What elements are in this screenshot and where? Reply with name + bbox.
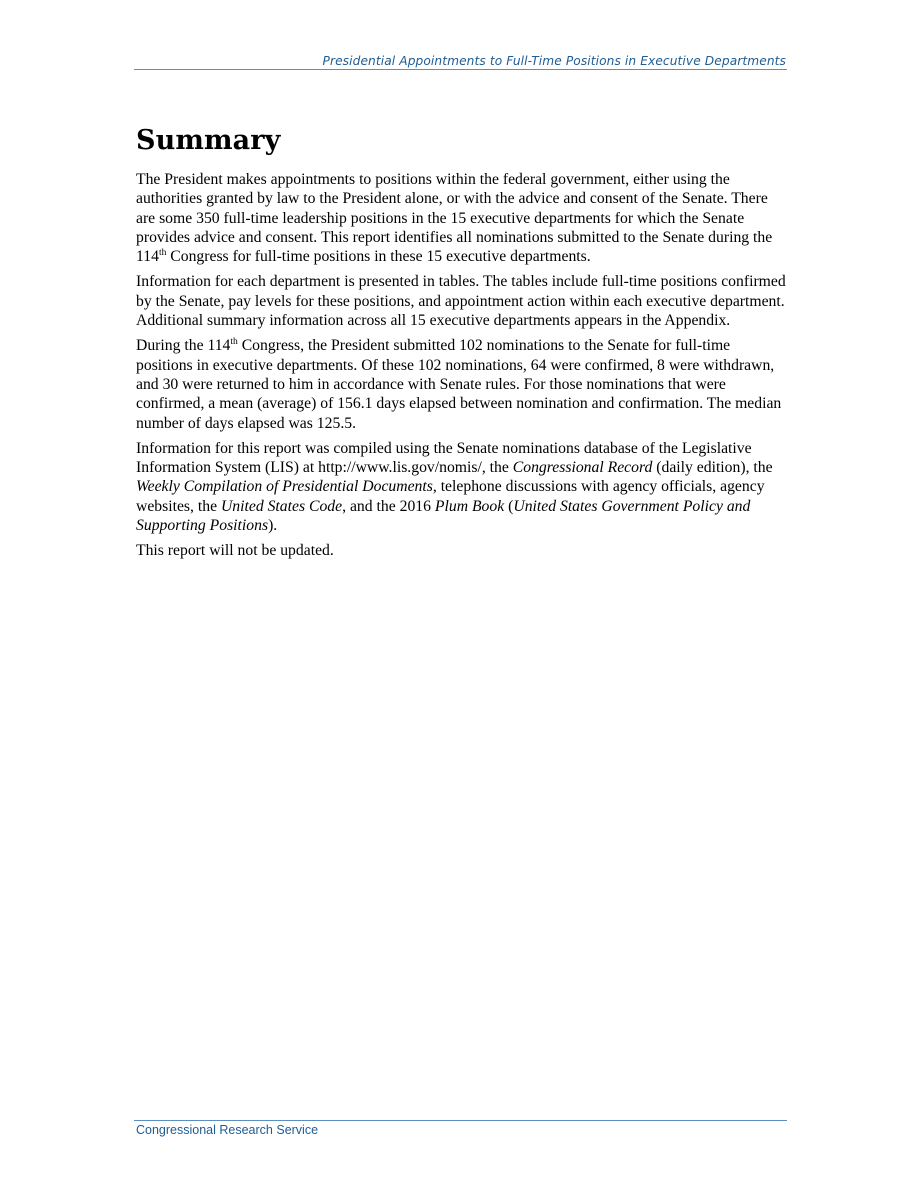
summary-paragraph-1 [136, 170, 788, 266]
paragraph-text: Information for this report was compiled using the Senate nominations database of the Legislative Information System (LIS) at http://www.lis.gov/nomis/, the [136, 439, 752, 477]
source-title-congressional-record: Congressional Record [512, 459, 653, 477]
page-title: Summary [136, 125, 281, 156]
paragraph-text: , telephone discussions with agency officials, agency websites, the [136, 478, 765, 515]
paragraph-text: During the 114 [136, 337, 231, 355]
paragraph-text: , and the 2016 [342, 497, 435, 515]
footer-divider [134, 1120, 787, 1121]
running-header: Presidential Appointments to Full-Time Positions in Executive Departments [322, 54, 786, 68]
summary-paragraph-3 [136, 336, 788, 432]
paragraph-text: ( [504, 497, 514, 515]
source-title-us-code: United States Code [220, 497, 343, 515]
paragraph-text: (daily edition), the [652, 459, 773, 477]
header-divider [134, 69, 787, 70]
source-title-plum-book: Plum Book [434, 497, 505, 515]
superscript-ordinal: th [230, 337, 238, 348]
superscript-ordinal: th [158, 248, 167, 259]
source-title-policy-positions: United States Government Policy and Supporting Positions [136, 497, 751, 535]
paragraph-text: Congress, the President submitted 102 nominations to the Senate for full-time positions in executive departments. Of these 102 nominations, 64 were confirmed, 8 were withdrawn, and 30 were returned to him in accordance with Senate rules. For those nominations that were confirmed, a mean (average) of 156.1 days elapsed between nomination and confirmation. The median number of days elapsed was 125.5. [136, 337, 782, 432]
summary-section [136, 122, 788, 567]
paragraph-text: Congress for full-time positions in these 15 executive departments. [166, 248, 591, 266]
paragraph-text: ). [268, 517, 278, 535]
footer-label: Congressional Research Service [136, 1123, 319, 1137]
source-title-weekly-compilation: Weekly Compilation of Presidential Documents [136, 478, 433, 496]
summary-paragraph-5: This report will not be updated. [136, 542, 334, 560]
summary-paragraph-4 [136, 439, 788, 535]
paragraph-text: The President makes appointments to positions within the federal government, either using the authorities granted by law to the President alone, or with the advice and consent of the Senate. There are some 350 full-time leadership positions in the 15 executive departments for which the Senate provides advice and consent. This report identifies all nominations submitted to the Senate during the 114 [136, 171, 773, 266]
summary-paragraph-2: Information for each department is presented in tables. The tables include full-time positions confirmed by the Senate, pay levels for these positions, and appointment action within each executive department. Additional summary information across all 15 executive departments appears in the Appendix. [136, 273, 786, 330]
